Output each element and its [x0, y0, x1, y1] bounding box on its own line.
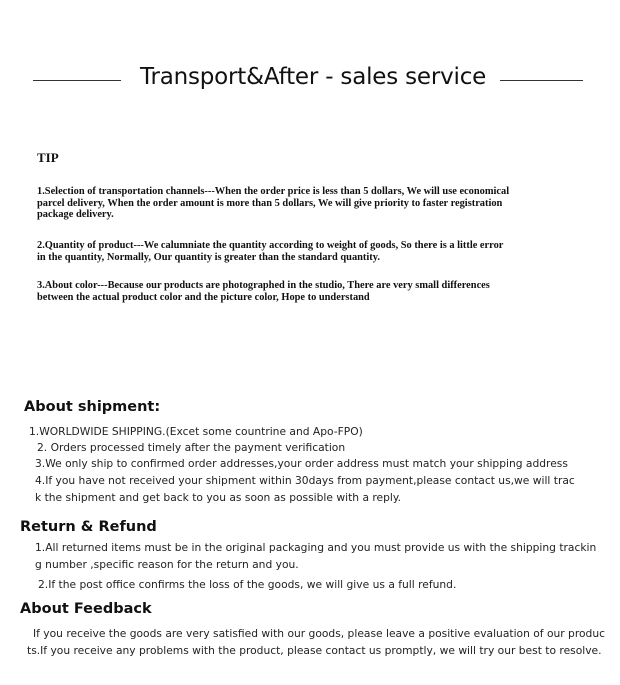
return-line: 2.If the post office confirms the loss of the goods, we will give us a full refund. [38, 578, 457, 591]
page-title: Transport&After - sales service [140, 64, 487, 90]
shipment-line: 4.If you have not received your shipment within 30days from payment,please contact us,we will trac [35, 474, 575, 487]
tip-item-quantity: 2.Quantity of product---We calumniate the quantity according to weight of goods, So there is a little error in the quantity, Normally, Our quantity is greater than the standard quantity. [37, 240, 504, 263]
header-divider-left [33, 80, 121, 81]
shipment-line: k the shipment and get back to you as soon as possible with a reply. [35, 491, 402, 504]
header-divider-right [500, 80, 583, 81]
feedback-line: If you receive the goods are very satisfied with our goods, please leave a positive evaluation of our produc [33, 627, 605, 640]
shipment-line: 3.We only ship to confirmed order addresses,your order address must match your shipping address [35, 457, 568, 470]
feedback-heading: About Feedback [20, 601, 152, 617]
shipment-line: 1.WORLDWIDE SHIPPING.(Excet some countrine and Apo-FPO) [29, 425, 363, 438]
page-header [0, 60, 620, 100]
feedback-line: ts.If you receive any problems with the product, please contact us promptly, we will try our best to resolve. [27, 644, 602, 657]
shipment-line: 2. Orders processed timely after the payment verification [37, 441, 346, 454]
return-line: g number ,specific reason for the return and you. [35, 558, 299, 571]
return-refund-heading: Return & Refund [20, 519, 157, 535]
shipment-heading: About shipment: [24, 399, 161, 415]
tip-heading: TIP [37, 150, 59, 165]
tip-item-color: 3.About color---Because our products are photographed in the studio, There are very small differences between the actual product color and the picture color, Hope to understand [37, 280, 490, 303]
return-line: 1.All returned items must be in the original packaging and you must provide us with the shipping trackin [35, 541, 597, 554]
tip-item-transport: 1.Selection of transportation channels---When the order price is less than 5 dollars, We will use economical parcel delivery, When the order amount is more than 5 dollars, We will give priority to faster registration package delivery. [37, 186, 510, 220]
